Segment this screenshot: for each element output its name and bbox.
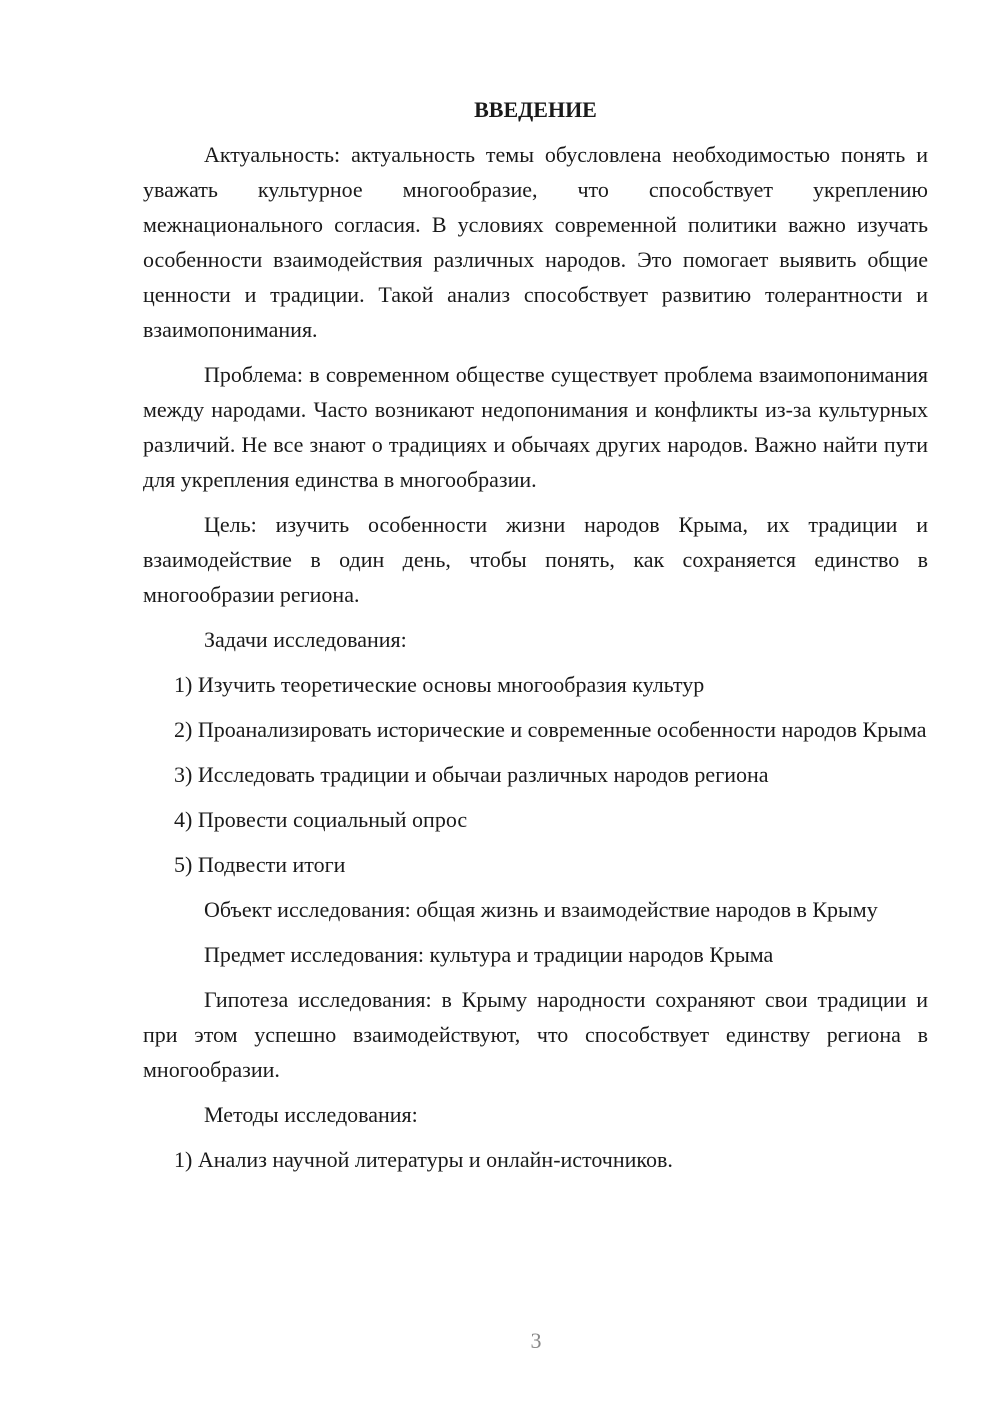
method-item: 1) Анализ научной литературы и онлайн-источников.: [174, 1147, 673, 1172]
task-item: 4) Провести социальный опрос: [174, 807, 468, 832]
problem-paragraph: Проблема: в современном обществе существует проблема взаимопонимания между народами. Часто возникают недопонимания и конфликты из-за культурных различий. Не все знают о традициях и обычаях других народов. Важно найти пути для укрепления единства в многообразии.: [143, 362, 928, 492]
goal-paragraph: Цель: изучить особенности жизни народов Крыма, их традиции и взаимодействие в один день, чтобы понять, как сохраняется единство в многообразии региона.: [143, 512, 928, 607]
task-item: 3) Исследовать традиции и обычаи различных народов региона: [174, 762, 769, 787]
hypothesis-paragraph: Гипотеза исследования: в Крыму народности сохраняют свои традиции и при этом успешно взаимодействуют, что способствует единству региона в многообразии.: [143, 987, 928, 1082]
subject-paragraph: Предмет исследования: культура и традиции народов Крыма: [204, 942, 774, 967]
task-item: 1) Изучить теоретические основы многообразия культур: [174, 672, 705, 697]
page-number: 3: [530, 1328, 542, 1353]
relevance-paragraph: Актуальность: актуальность темы обусловлена необходимостью понять и уважать культурное многообразие, что способствует укреплению межнационального согласия. В условиях современной политики важно изучать особенности взаимодействия различных народов. Это помогает выявить общие ценности и традиции. Такой анализ способствует развитию толерантности и взаимопонимания.: [143, 142, 928, 342]
tasks-heading: Задачи исследования:: [204, 627, 407, 652]
task-item: 5) Подвести итоги: [174, 852, 346, 877]
document-page: [143, 92, 928, 1187]
object-paragraph: Объект исследования: общая жизнь и взаимодействие народов в Крыму: [204, 897, 878, 922]
task-item: 2) Проанализировать исторические и современные особенности народов Крыма: [174, 717, 927, 742]
methods-heading: Методы исследования:: [204, 1102, 418, 1127]
page-title: ВВЕДЕНИЕ: [474, 97, 597, 122]
